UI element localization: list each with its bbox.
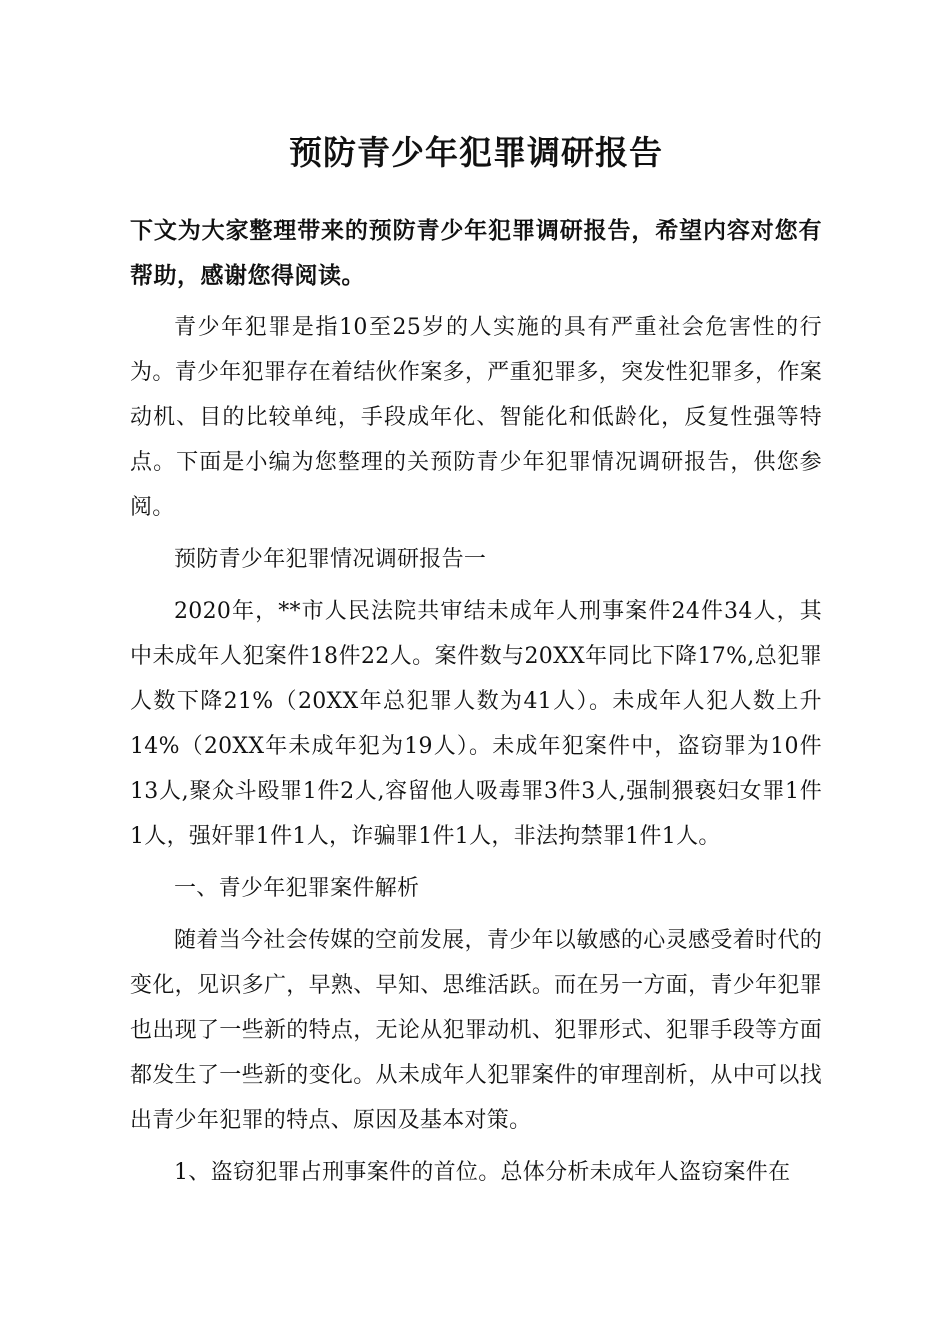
report-subtitle: 预防青少年犯罪情况调研报告一 — [174, 547, 487, 572]
paragraph-definition: 青少年犯罪是指10至25岁的人实施的具有严重社会危害性的行为。青少年犯罪存在着结伙作案多，严重犯罪多，突发性犯罪多，作案动机、目的比较单纯，手段成年化、智能化和低龄化，反复性强等特点。下面是小编为您整理的关预防青少年犯罪情况调研报告，供您参阅。 — [130, 315, 822, 520]
paragraph-statistics: 2020年，**市人民法院共审结未成年人刑事案件24件34人，其中未成年人犯案件18件22人。案件数与20XX年同比下降17%,总犯罪人数下降21%（20XX年总犯罪人数为41人）。未成年人犯人数上升14%（20XX年未成年犯为19人）。未成年犯案件中，盗窃罪为10件13人,聚众斗殴罪1件2人,容留他人吸毒罪3件3人,强制猥亵妇女罪1件1人，强奸罪1件1人，诈骗罪1件1人，非法拘禁罪1件1人。 — [130, 599, 822, 849]
paragraph-theft: 1、盗窃犯罪占刑事案件的首位。总体分析未成年人盗窃案件在 — [174, 1160, 791, 1185]
section-heading-analysis: 一、青少年犯罪案件解析 — [174, 876, 420, 901]
document-title: 预防青少年犯罪调研报告 — [289, 133, 663, 172]
paragraph-analysis: 随着当今社会传媒的空前发展，青少年以敏感的心灵感受着时代的变化，见识多广，早熟、早知、思维活跃。而在另一方面，青少年犯罪也出现了一些新的特点，无论从犯罪动机、犯罪形式、犯罪手段等方面都发生了一些新的变化。从未成年人犯罪案件的审理剖析，从中可以找出青少年犯罪的特点、原因及基本对策。 — [130, 928, 822, 1133]
intro-paragraph: 下文为大家整理带来的预防青少年犯罪调研报告，希望内容对您有帮助，感谢您得阅读。 — [130, 218, 822, 289]
